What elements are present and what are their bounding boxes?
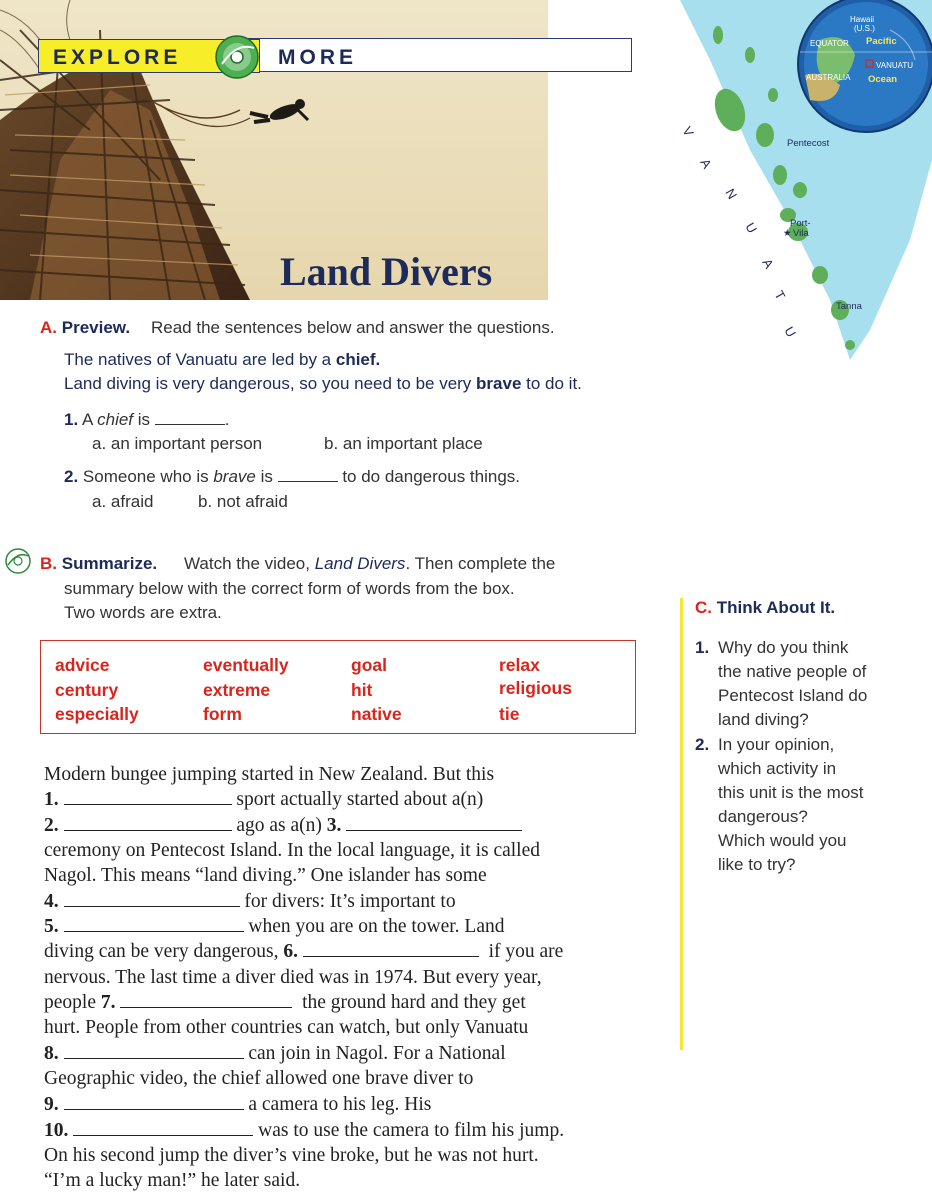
globe-inset (798, 0, 932, 132)
map-letter-a2: A (759, 256, 777, 272)
page-title: Land Divers (280, 249, 493, 294)
blank-9[interactable] (64, 1095, 244, 1110)
question-a1: 1. A chief is . (64, 410, 230, 429)
word-box (40, 640, 636, 734)
story-line: ceremony on Pentecost Island. In the local language, it is called (44, 840, 541, 861)
question-a2: 2. Someone who is brave is to do dangerous things. (64, 467, 521, 486)
label-pacific: Pacific (866, 36, 897, 47)
blank-2[interactable] (64, 816, 232, 831)
preview-sentence-2: Land diving is very dangerous, so you need to be very brave to do it. (64, 374, 582, 393)
question-c2-line: which activity in (718, 759, 837, 778)
section-b-heading: B. Summarize. (40, 554, 158, 573)
story-line: 10. was to use the camera to film his jump. (44, 1120, 565, 1141)
section-b-line1: Watch the video, Land Divers. Then complete the (184, 554, 556, 573)
sidebar-divider (680, 598, 683, 1050)
section-a-heading (40, 318, 130, 338)
option-a1-a[interactable]: a. an important person (92, 434, 263, 453)
video-disc-icon (4, 547, 32, 575)
svg-text:(U.S.): (U.S.) (854, 24, 875, 33)
question-c2-line: dangerous? (718, 807, 808, 826)
story-line: 9. a camera to his leg. His (44, 1094, 432, 1115)
story-line: hurt. People from other countries can watch, but only Vanuatu (44, 1017, 529, 1038)
map-letter-n: N (722, 186, 741, 202)
story-line: 4. for divers: It’s important to (44, 891, 456, 912)
story-line: nervous. The last time a diver died was in 1974. But every year, (44, 967, 542, 988)
vanuatu-map (670, 0, 932, 360)
blank-7[interactable] (120, 993, 292, 1008)
blank-4[interactable] (64, 892, 240, 907)
word-eventually: eventually (203, 655, 289, 675)
story-line: Modern bungee jumping started in New Zealand. But this (44, 764, 495, 785)
map-letter-a1: A (697, 156, 715, 172)
svg-text:Hawaii: Hawaii (850, 15, 875, 24)
label-australia: AUSTRALIA (806, 73, 851, 82)
word-especially: especially (55, 704, 139, 724)
question-c2-line: this unit is the most (718, 783, 864, 802)
blank-1[interactable] (64, 790, 232, 805)
preview-sentence-1: The natives of Vanuatu are led by a chief. (64, 350, 381, 369)
section-a-title: Preview. (61, 318, 131, 337)
story-line: diving can be very dangerous, 6. if you are (44, 941, 564, 962)
story-line: “I’m a lucky man!” he later said. (44, 1170, 301, 1191)
option-a2-b[interactable]: b. not afraid (198, 492, 288, 511)
question-c2-line: like to try? (718, 855, 796, 874)
section-c-heading: C. Think About It. (695, 598, 836, 617)
word-religious: religious (499, 678, 572, 698)
svg-text:★: ★ (783, 228, 792, 239)
story-line: people 7. the ground hard and they get (44, 992, 526, 1013)
word-extreme: extreme (203, 680, 271, 700)
label-equator: EQUATOR (810, 39, 849, 48)
word-tie: tie (499, 704, 520, 724)
story-line: 2. ago as a(n) 3. (44, 815, 522, 837)
section-a-instruction: Read the sentences below and answer the questions. (151, 318, 555, 337)
question-c1-line: land diving? (718, 710, 809, 729)
section-b-line3: Two words are extra. (64, 603, 222, 622)
section-b-line2: summary below with the correct form of words from the box. (64, 579, 515, 598)
word-form: form (203, 704, 242, 724)
label-vanuatu-globe: VANUATU (876, 61, 914, 70)
question-c1-number: 1. (695, 638, 710, 657)
question-c2-line: Which would you (718, 831, 847, 850)
answer-blank-a2[interactable] (278, 468, 338, 482)
word-goal: goal (351, 655, 387, 675)
blank-8[interactable] (64, 1044, 244, 1059)
map-letter-t: T (771, 288, 789, 303)
question-c1-line: Why do you think (718, 638, 849, 657)
question-c2-number: 2. (695, 735, 710, 754)
story-line: 1. sport actually started about a(n) (44, 789, 484, 810)
story-line: On his second jump the diver’s vine broke, but he was not hurt. (44, 1145, 539, 1166)
blank-6[interactable] (303, 942, 479, 957)
blank-10[interactable] (73, 1121, 253, 1136)
answer-blank-a1[interactable] (155, 411, 225, 425)
word-hit: hit (351, 680, 373, 700)
blank-5[interactable] (64, 917, 244, 932)
blank-3[interactable] (346, 816, 522, 831)
label-ocean: Ocean (868, 74, 898, 85)
map-letter-u1: U (742, 220, 761, 236)
banner-more-label: MORE (278, 46, 357, 69)
story-line: 5. when you are on the tower. Land (44, 916, 505, 937)
explore-more-banner (38, 38, 632, 74)
section-a-letter: A. (40, 318, 57, 337)
question-c1-line: the native people of (718, 662, 867, 681)
dvd-icon (214, 34, 260, 80)
svg-text:Port-: Port- (790, 218, 811, 229)
word-century: century (55, 680, 119, 700)
word-native: native (351, 704, 402, 724)
option-a1-b[interactable]: b. an important place (324, 434, 483, 453)
word-relax: relax (499, 655, 540, 675)
question-c1-line: Pentecost Island do (718, 686, 868, 705)
story-line: Nagol. This means “land diving.” One islander has some (44, 865, 487, 886)
label-pentecost: Pentecost (787, 138, 830, 149)
label-tanna: Tanna (836, 301, 862, 312)
question-c2-line: In your opinion, (718, 735, 835, 754)
option-a2-a[interactable]: a. afraid (92, 492, 154, 511)
map-letter-v: V (679, 124, 697, 140)
story-line: 8. can join in Nagol. For a National (44, 1043, 506, 1064)
word-advice: advice (55, 655, 110, 675)
story-line: Geographic video, the chief allowed one brave diver to (44, 1068, 474, 1089)
banner-explore-label: EXPLORE (53, 46, 182, 69)
map-letter-u2: U (781, 324, 800, 340)
svg-text:Vila: Vila (793, 228, 809, 239)
